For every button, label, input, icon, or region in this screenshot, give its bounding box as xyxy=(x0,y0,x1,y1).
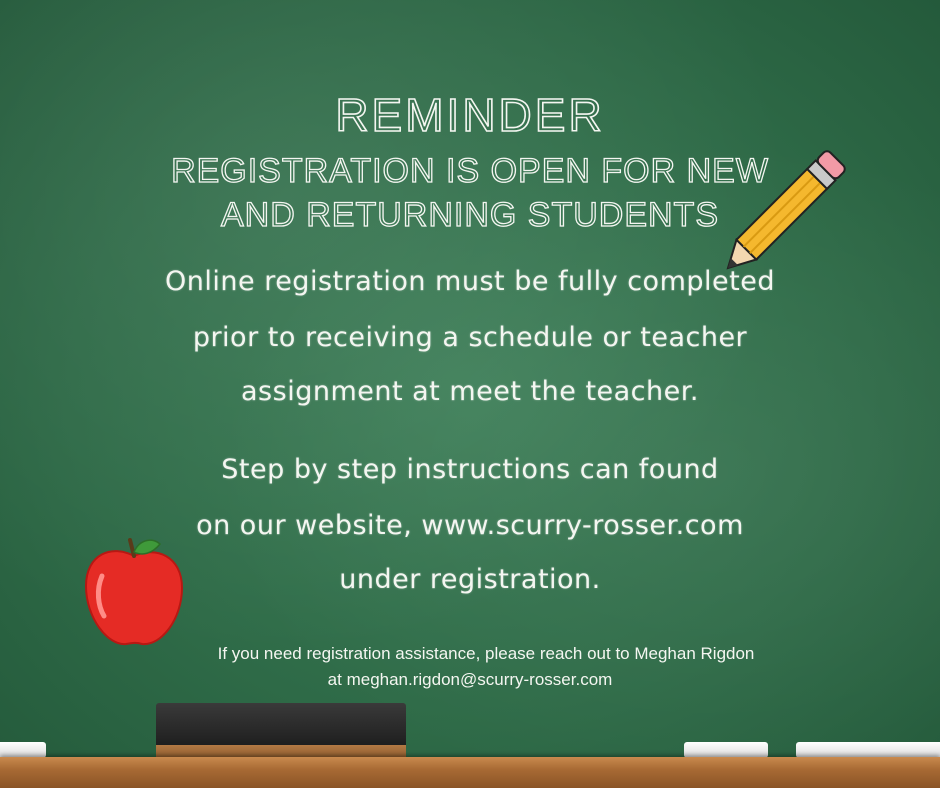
chalk-stick-middle xyxy=(684,742,768,758)
subtitle-line-2: AND RETURNING STUDENTS xyxy=(220,196,720,234)
contact-line-2: at meghan.rigdon@scurry-rosser.com xyxy=(327,670,613,689)
chalk-stick-left xyxy=(0,742,46,758)
chalk-ledge xyxy=(0,757,940,788)
chalk-stick-right xyxy=(796,742,940,758)
body-line-4: Step by step instructions can found xyxy=(221,454,719,485)
pencil-icon xyxy=(718,148,858,278)
contact-line-1: If you need registration assistance, please reach out to Meghan Rigdon xyxy=(217,644,755,663)
body-line-2: prior to receiving a schedule or teacher xyxy=(192,322,748,353)
apple-icon xyxy=(82,536,186,648)
eraser xyxy=(156,703,406,759)
body-line-1: Online registration must be fully completed xyxy=(165,266,775,297)
reminder-title: REMINDER xyxy=(335,89,605,141)
eraser-felt xyxy=(156,703,406,745)
body-line-5: on our website, www.scurry-rosser.com xyxy=(196,510,744,541)
subtitle-line-1: REGISTRATION IS OPEN FOR NEW xyxy=(171,152,769,190)
body-line-6: under registration. xyxy=(339,564,601,595)
body-line-3: assignment at meet the teacher. xyxy=(241,376,699,407)
